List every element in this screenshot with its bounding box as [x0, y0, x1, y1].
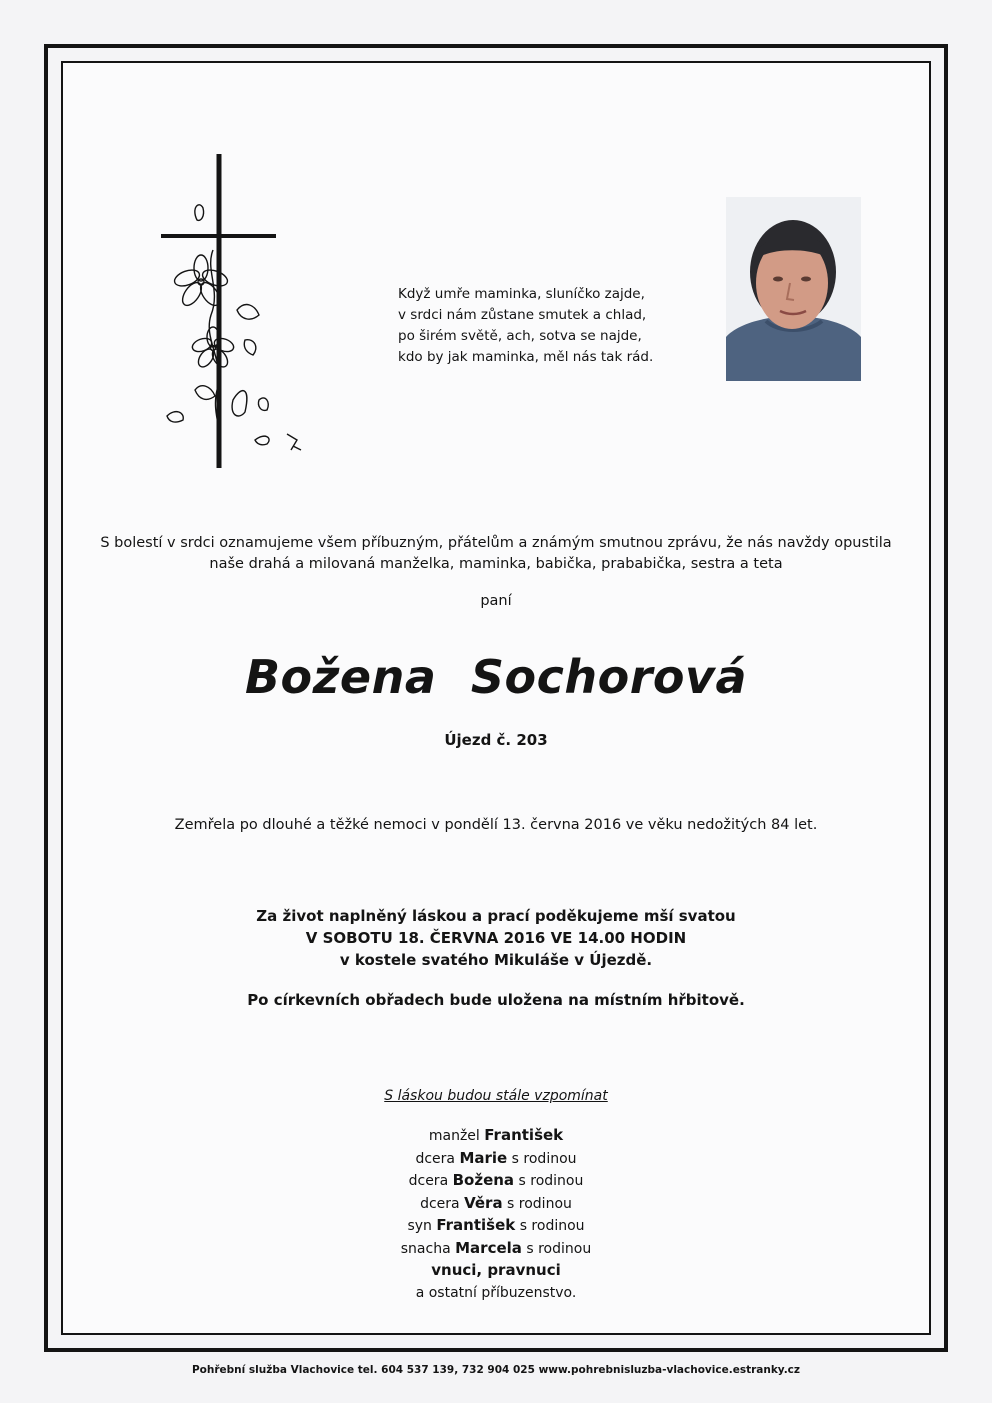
relation-suffix: s rodinou	[507, 1195, 572, 1212]
mourner-name: Marcela	[455, 1238, 522, 1257]
remembrance-heading: S láskou budou stále vzpomínat	[384, 1088, 608, 1104]
relation-suffix: s rodinou	[511, 1150, 577, 1167]
list-item	[64, 1148, 928, 1171]
title-prefix: paní	[480, 593, 512, 609]
relation-suffix: a ostatní příbuzenstvo.	[415, 1284, 577, 1301]
announcement-text: S bolestí v srdci oznamujeme všem příbuzným, přátelům a známým smutnou zprávu, že nás navždy opustila naše drahá a milovaná manželka, maminka, babička, prababička, sestra a teta	[100, 535, 892, 572]
list-item	[64, 1170, 928, 1193]
relation-label: dcera	[415, 1150, 455, 1167]
mourner-name: František	[436, 1216, 516, 1234]
mourners-list	[64, 1125, 928, 1304]
list-item	[64, 1238, 928, 1261]
relation-label: snacha	[400, 1240, 451, 1257]
portrait-photo	[726, 197, 861, 381]
deceased-name: Božena Sochorová	[244, 650, 748, 704]
list-item	[64, 1283, 928, 1305]
funeral-service-footer: Pohřební služba Vlachovice tel. 604 537 139, 732 904 025 www.pohrebnisluzba-vlachovice.estranky.cz	[191, 1364, 801, 1376]
relation-suffix: s rodinou	[519, 1218, 585, 1234]
memorial-poem: Když umře maminka, sluníčko zajde, v srdci nám zůstane smutek a chlad, po širém světě, ach, sotva se najde, kdo by jak maminka, měl nás tak rád.	[398, 286, 654, 365]
mourner-name: vnuci, pravnuci	[431, 1261, 561, 1279]
mourner-name: Marie	[459, 1148, 508, 1167]
burial-info: Po církevních obřadech bude uložena na místním hřbitově.	[247, 991, 745, 1009]
mourner-name: Božena	[452, 1171, 515, 1189]
list-item	[64, 1260, 928, 1283]
relation-label: syn	[407, 1218, 432, 1234]
address: Újezd č. 203	[444, 731, 548, 749]
mourner-name: František	[484, 1126, 564, 1144]
list-item	[64, 1193, 928, 1216]
relation-suffix: s rodinou	[518, 1173, 584, 1189]
relation-label: dcera	[408, 1173, 449, 1189]
ceremony-info: Za život naplněný láskou a prací poděkujeme mší svatou V SOBOTU 18. ČERVNA 2016 VE 14.00 HODIN v kostele svatého Mikuláše v Újezdě.	[256, 907, 736, 969]
relation-suffix: s rodinou	[526, 1240, 592, 1257]
relation-label: manžel	[428, 1128, 480, 1144]
death-notice: Zemřela po dlouhé a těžké nemoci v pondělí 13. června 2016 ve věku nedožitých 84 let.	[174, 817, 818, 833]
list-item	[64, 1215, 928, 1238]
cross-with-lily-icon	[155, 150, 315, 475]
relation-label: dcera	[420, 1195, 460, 1212]
mourner-name: Věra	[464, 1193, 503, 1212]
list-item	[64, 1125, 928, 1148]
